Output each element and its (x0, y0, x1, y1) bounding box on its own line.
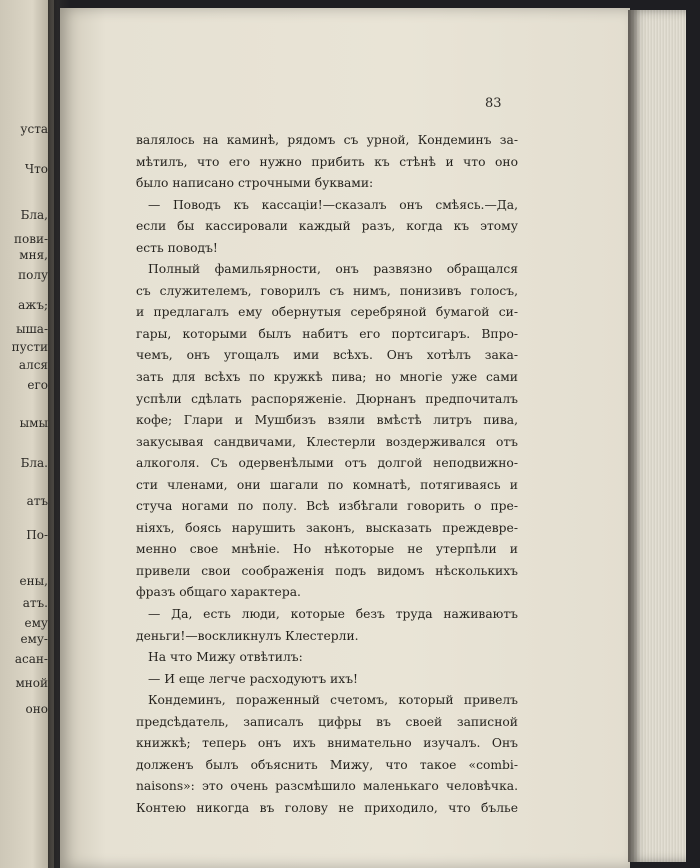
left-page-fragment: атъ (26, 494, 48, 508)
text-line: Контею никогда въ голову не приходило, что бълье (136, 800, 518, 815)
text-line: мѣтилъ, что его нужно прибить къ стѣнѣ и что оно (136, 154, 518, 169)
text-line: стуча ногами по полу. Всѣ избѣгали говорить о пре- (136, 499, 518, 514)
left-page-fragment: Бла. (20, 456, 48, 470)
page-edge-shadow (628, 10, 640, 862)
left-page-fragment: ыша- (16, 322, 48, 336)
left-page-fragment: асан- (14, 652, 48, 666)
left-page-fragment: Что (24, 162, 48, 176)
text-line: долженъ былъ объяснить Мижу, что такое «combi- (136, 757, 518, 772)
text-line: сти членами, они шагали по комнатѣ, потягиваясь и (136, 477, 518, 492)
page-text (136, 130, 518, 820)
text-line: Полный фамильярности, онъ развязно обращался (148, 262, 518, 277)
left-page-fragment: ымы (19, 416, 48, 430)
page-number: 83 (485, 96, 502, 111)
text-line: naisons»: это очень разсмѣшило маленькаго человѣчка. (136, 779, 518, 794)
left-facing-page (0, 0, 54, 868)
text-line: есть поводъ! (136, 240, 218, 255)
text-line: валялось на каминѣ, рядомъ съ урной, Кондеминъ за- (136, 133, 518, 147)
text-line: — Поводъ къ кассаціи!—сказалъ онъ смѣясь.—Да, (148, 197, 518, 212)
text-line: Кондеминъ, пораженный счетомъ, который привелъ (148, 693, 518, 708)
text-line: фразъ общаго характера. (136, 585, 301, 600)
left-page-fragment: ему- (20, 632, 48, 646)
left-page-fragment: атъ. (22, 596, 48, 610)
text-line: кофе; Глари и Мушбизъ взяли вмѣстѣ литръ пива, (136, 413, 518, 428)
left-page-fragment: По- (26, 528, 48, 542)
text-line: менно свое мнѣніе. Но нѣкоторые не утерпѣли и (136, 542, 518, 557)
left-page-fragment: пови- (13, 232, 48, 246)
left-page-fragment: ался (18, 358, 48, 372)
text-line: было написано строчными буквами: (136, 176, 374, 191)
text-line: предсѣдатель, записалъ цифры въ своей записной (136, 714, 518, 729)
text-line: книжкѣ; теперь онъ ихъ внимательно изучалъ. Онъ (136, 736, 518, 751)
text-line: и предлагалъ ему обернутыя серебряной бумагой си- (136, 305, 518, 320)
text-line: привели свои соображенія подъ видомъ нѣсколькихъ (136, 563, 518, 578)
left-page-fragment: Бла, (20, 208, 48, 222)
text-line: если бы кассировали каждый разъ, когда къ этому (136, 219, 518, 234)
text-line: — И еще легче расходуютъ ихъ! (148, 671, 358, 686)
text-line: закусывая сандвичами, Клестерли воздерживался отъ (136, 434, 518, 449)
text-line: гары, которыми былъ набитъ его портсигаръ. Впро- (136, 326, 518, 341)
text-line: На что Мижу отвѣтилъ: (148, 650, 303, 665)
left-page-fragment: мной (15, 676, 48, 690)
left-page-fragment: ажъ; (18, 298, 48, 312)
text-line: зать для всѣхъ по кружкѣ пива; но многіе уже сами (136, 370, 518, 385)
left-page-fragment: ены, (19, 574, 48, 588)
left-page-fragment: пусти (11, 340, 48, 354)
text-line: ніяхъ, боясь нарушить законъ, высказать преждевре- (136, 520, 518, 535)
left-page-fragment: мня, (19, 248, 48, 262)
text-line: — Да, есть люди, которые безъ труда наживаютъ (148, 607, 518, 622)
left-page-fragment: полу (18, 268, 48, 282)
left-page-fragment: ему (24, 616, 48, 630)
text-line: успѣли сдѣлать распоряженіе. Дюрнанъ предпочиталъ (136, 391, 518, 406)
text-line: алкоголя. Съ одервенѣлыми отъ долгой неподвижно- (136, 456, 518, 471)
left-page-fragment: уста (20, 122, 48, 136)
text-line: съ служителемъ, говорилъ съ нимъ, понизивъ голосъ, (136, 283, 518, 298)
text-line: чемъ, онъ угощалъ ими всѣхъ. Онъ хотѣлъ зака- (136, 348, 518, 363)
text-line: деньги!—воскликнулъ Клестерли. (136, 628, 359, 643)
left-page-fragment: его (27, 378, 48, 392)
left-page-fragment: оно (25, 702, 48, 716)
